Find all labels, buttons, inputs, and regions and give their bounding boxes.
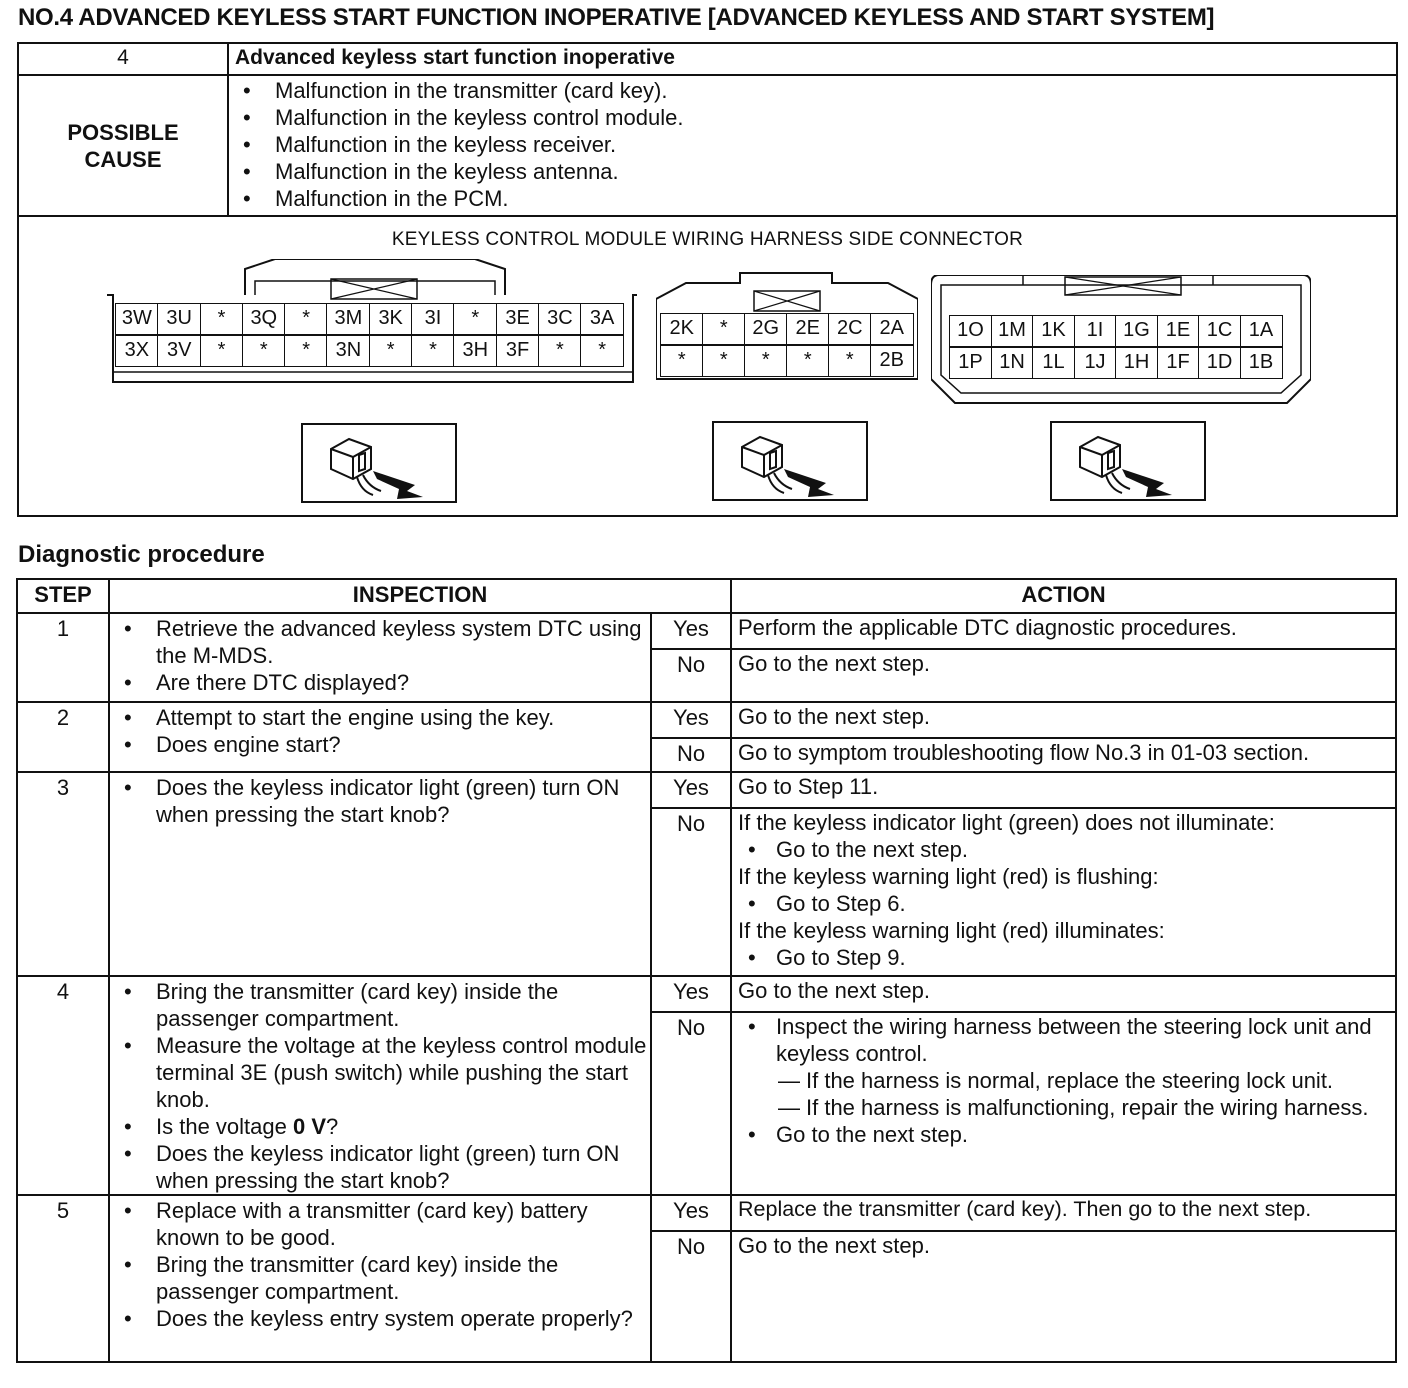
inspection-item: • Attempt to start the engine using the key. <box>110 704 650 731</box>
yes-label: Yes <box>651 613 731 649</box>
page-title: NO.4 ADVANCED KEYLESS START FUNCTION INOPERATIVE [ADVANCED KEYLESS AND START SYSTEM] <box>18 4 1215 31</box>
possible-cause-label <box>18 75 228 216</box>
table-row <box>17 976 1396 1012</box>
inspection-item: • Measure the voltage at the keyless control module terminal 3E (push switch) while pushing the start knob. <box>110 1032 650 1113</box>
no-label: No <box>651 738 731 772</box>
no-label: No <box>651 1231 731 1362</box>
problem-number: 4 <box>18 43 228 75</box>
connector-pin: 3A <box>580 303 624 335</box>
connector-pin: 2A <box>870 313 914 345</box>
yes-label: Yes <box>651 772 731 808</box>
connector-pin: 3K <box>369 303 413 335</box>
no-action: Go to symptom troubleshooting flow No.3 in 01-03 section. <box>731 738 1396 772</box>
connector-pin: * <box>284 335 328 367</box>
connector-pin: 1A <box>1240 315 1283 347</box>
connector-pin: 3H <box>453 335 497 367</box>
connector-pin: 1F <box>1157 347 1200 379</box>
connector-pin: * <box>200 303 244 335</box>
diagram-title: KEYLESS CONTROL MODULE WIRING HARNESS SIDE CONNECTOR <box>391 229 1024 250</box>
connector-view-icon <box>301 423 457 503</box>
table-row <box>17 613 1396 649</box>
header-action: ACTION <box>731 579 1396 613</box>
step-number: 3 <box>17 772 109 976</box>
step-number: 5 <box>17 1195 109 1362</box>
action-bullet: • Go to the next step. <box>738 1121 1389 1148</box>
connector-pin: * <box>200 335 244 367</box>
problem-heading: Advanced keyless start function inoperative <box>228 43 1397 75</box>
inspection-item: • Retrieve the advanced keyless system DTC using the M-MDS. <box>110 615 650 669</box>
step-number: 2 <box>17 702 109 772</box>
connector-pin: 2C <box>828 313 872 345</box>
connector-pin: 3X <box>115 335 159 367</box>
inspection-list <box>110 1197 650 1332</box>
connector-pin: * <box>538 335 582 367</box>
connector-pin: 1D <box>1198 347 1241 379</box>
step-number: 4 <box>17 976 109 1195</box>
connector-pin: * <box>660 345 704 377</box>
connector-pin: 3N <box>326 335 370 367</box>
inspection-list <box>110 978 650 1194</box>
yes-action: Perform the applicable DTC diagnostic procedures. <box>731 613 1396 649</box>
diagnostic-procedure-table <box>16 578 1397 1363</box>
connector-pin: * <box>284 303 328 335</box>
action-dash-item <box>738 1094 1389 1121</box>
possible-cause-label-line1: POSSIBLE <box>67 119 179 145</box>
cause-item: • Malfunction in the PCM. <box>229 185 1396 212</box>
dash-mark: — <box>778 1068 800 1093</box>
connector-pin: * <box>744 345 788 377</box>
action-bullet: • Go to the next step. <box>738 836 1389 863</box>
no-label: No <box>651 808 731 976</box>
voltage-question-prefix: Is the voltage <box>156 1114 293 1139</box>
connector-pin: 3C <box>538 303 582 335</box>
no-action: Go to the next step. <box>731 1231 1396 1362</box>
inspection-list <box>110 704 650 758</box>
inspection-item: • Does the keyless entry system operate properly? <box>110 1305 650 1332</box>
connector-diagram <box>18 216 1397 516</box>
possible-cause-label-line2: CAUSE <box>84 146 162 172</box>
connector-pin: 1B <box>1240 347 1283 379</box>
connector-pin: 1L <box>1032 347 1075 379</box>
connector-pin: 3Q <box>242 303 286 335</box>
action-bullet: • Go to Step 6. <box>738 890 1389 917</box>
header-inspection: INSPECTION <box>109 579 731 613</box>
connector-pin: 1O <box>949 315 992 347</box>
voltage-value: 0 V <box>292 1114 327 1139</box>
inspection-item <box>110 1113 650 1140</box>
header-step: STEP <box>17 579 109 613</box>
harness-connector-icon <box>714 423 866 499</box>
yes-action: Go to the next step. <box>731 976 1396 1012</box>
connector-2 <box>656 269 918 387</box>
yes-label: Yes <box>651 702 731 738</box>
cause-list <box>229 77 1396 212</box>
connector-pin: * <box>369 335 413 367</box>
cause-item: • Malfunction in the keyless receiver. <box>229 131 1396 158</box>
connector-pin: 1I <box>1074 315 1117 347</box>
summary-table <box>17 42 1398 517</box>
voltage-question-suffix: ? <box>326 1114 339 1139</box>
connector-pin: 2E <box>786 313 830 345</box>
connector-view-icon <box>712 421 868 501</box>
connector-pin: 3I <box>411 303 455 335</box>
connector-pin: 2G <box>744 313 788 345</box>
table-row <box>17 702 1396 738</box>
action-dash-item <box>738 1067 1389 1094</box>
connector-pin: * <box>828 345 872 377</box>
connector-pin: * <box>702 345 746 377</box>
action-dash-text: If the harness is malfunctioning, repair the wiring harness. <box>806 1095 1369 1120</box>
yes-action: Go to the next step. <box>731 702 1396 738</box>
no-action <box>731 1012 1396 1195</box>
inspection-item: • Replace with a transmitter (card key) battery known to be good. <box>110 1197 650 1251</box>
connector-pin: * <box>702 313 746 345</box>
connector-pin: 1C <box>1198 315 1241 347</box>
connector-pin: 3U <box>157 303 201 335</box>
connector-pin: 1E <box>1157 315 1200 347</box>
step-number: 1 <box>17 613 109 702</box>
action-text: If the keyless indicator light (green) does not illuminate: <box>738 810 1275 835</box>
connector-pin: 1N <box>991 347 1034 379</box>
table-row <box>17 772 1396 808</box>
connector-pin: 1G <box>1115 315 1158 347</box>
connector-3 <box>107 259 637 387</box>
table-row <box>17 1195 1396 1231</box>
no-label: No <box>651 649 731 702</box>
inspection-item: • Does engine start? <box>110 731 650 758</box>
no-action: Go to the next step. <box>731 649 1396 702</box>
harness-connector-icon <box>1052 423 1204 499</box>
connector-pin: 3E <box>496 303 540 335</box>
inspection-list <box>110 615 650 696</box>
connector-pin: 2B <box>870 345 914 377</box>
connector-pin: 3F <box>496 335 540 367</box>
connector-pin: 1M <box>991 315 1034 347</box>
connector-pin: * <box>411 335 455 367</box>
inspection-item: • Bring the transmitter (card key) inside the passenger compartment. <box>110 978 650 1032</box>
connector-pin: 3W <box>115 303 159 335</box>
connector-pin: 1J <box>1074 347 1117 379</box>
connector-pin: * <box>242 335 286 367</box>
connector-pin: * <box>580 335 624 367</box>
section-title: Diagnostic procedure <box>18 541 265 568</box>
connector-view-icon <box>1050 421 1206 501</box>
action-text: If the keyless warning light (red) illuminates: <box>738 918 1165 943</box>
inspection-item: • Does the keyless indicator light (green) turn ON when pressing the start knob? <box>110 1140 650 1194</box>
inspection-item: • Does the keyless indicator light (green) turn ON when pressing the start knob? <box>110 774 650 828</box>
no-action <box>731 808 1396 976</box>
yes-label: Yes <box>651 976 731 1012</box>
harness-connector-icon <box>303 425 455 501</box>
inspection-item: • Are there DTC displayed? <box>110 669 650 696</box>
connector-pin: 1K <box>1032 315 1075 347</box>
inspection-list <box>110 774 650 828</box>
connector-pin: 3V <box>157 335 201 367</box>
dash-mark: — <box>778 1095 800 1120</box>
action-text: If the keyless warning light (red) is flushing: <box>738 864 1159 889</box>
action-bullet: • Go to Step 9. <box>738 944 1389 971</box>
yes-action: Replace the transmitter (card key). Then go to the next step. <box>731 1195 1396 1231</box>
no-label: No <box>651 1012 731 1195</box>
inspection-item: • Bring the transmitter (card key) inside the passenger compartment. <box>110 1251 650 1305</box>
cause-item: • Malfunction in the transmitter (card key). <box>229 77 1396 104</box>
cause-item: • Malfunction in the keyless antenna. <box>229 158 1396 185</box>
action-bullet: • Inspect the wiring harness between the steering lock unit and keyless control. <box>738 1013 1389 1067</box>
connector-pin: 2K <box>660 313 704 345</box>
connector-pin: * <box>453 303 497 335</box>
cause-item: • Malfunction in the keyless control module. <box>229 104 1396 131</box>
yes-label: Yes <box>651 1195 731 1231</box>
action-dash-text: If the harness is normal, replace the steering lock unit. <box>806 1068 1334 1093</box>
yes-action: Go to Step 11. <box>731 772 1396 808</box>
connector-pin: 1H <box>1115 347 1158 379</box>
connector-1 <box>931 275 1311 407</box>
connector-pin: 1P <box>949 347 992 379</box>
connector-pin: * <box>786 345 830 377</box>
connector-pin: 3M <box>326 303 370 335</box>
